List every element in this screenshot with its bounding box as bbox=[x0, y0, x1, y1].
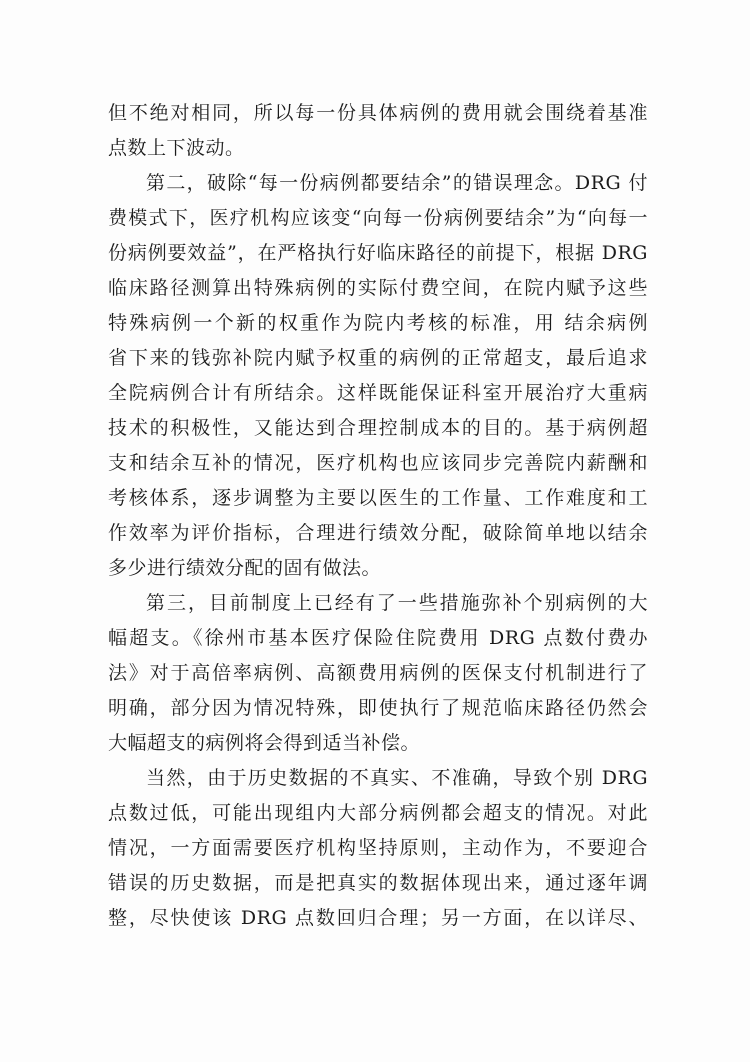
text-line: 点数过低，可能出现组内大部分病例都会超支的情况。对此 bbox=[108, 802, 648, 824]
text-line: 支和结余互补的情况，医疗机构也应该同步完善院内薪酬和 bbox=[108, 452, 648, 474]
paragraph-3 bbox=[108, 586, 648, 761]
text-line: 第三，目前制度上已经有了一些措施弥补个别病例的大 bbox=[146, 592, 648, 614]
text-line: 整，尽快使该 DRG 点数回归合理；另一方面，在以详尽、 bbox=[108, 907, 648, 929]
text-line: 错误的历史数据，而是把真实的数据体现出来，通过逐年调 bbox=[108, 872, 648, 894]
text-line: 多少进行绩效分配的固有做法。 bbox=[108, 557, 382, 579]
paragraph-2 bbox=[108, 166, 648, 586]
text-line: 情况，一方面需要医疗机构坚持原则，主动作为，不要迎合 bbox=[108, 837, 648, 859]
text-line: 第二，破除“每一份病例都要结余”的错误理念。DRG 付 bbox=[146, 172, 648, 194]
text-line: 特殊病例一个新的权重作为院内考核的标准，用 结余病例 bbox=[108, 312, 648, 334]
text-line: 法》对于高倍率病例、高额费用病例的医保支付机制进行了 bbox=[108, 662, 648, 684]
document-body bbox=[108, 96, 648, 936]
text-line: 考核体系，逐步调整为主要以医生的工作量、工作难度和工 bbox=[108, 487, 648, 509]
text-line: 技术的积极性，又能达到合理控制成本的目的。基于病例超 bbox=[108, 417, 648, 439]
text-line: 份病例要效益”，在严格执行好临床路径的前提下，根据 DRG bbox=[108, 242, 648, 264]
text-line: 大幅超支的病例将会得到适当补偿。 bbox=[108, 732, 421, 754]
text-line: 作效率为评价指标，合理进行绩效分配，破除简单地以结余 bbox=[108, 522, 648, 544]
text-line: 幅超支。《徐州市基本医疗保险住院费用 DRG 点数付费办 bbox=[108, 627, 648, 649]
text-line: 点数上下波动。 bbox=[108, 137, 245, 159]
text-line: 当然，由于历史数据的不真实、不准确，导致个别 DRG bbox=[146, 767, 648, 789]
text-line: 临床路径测算出特殊病例的实际付费空间，在院内赋予这些 bbox=[108, 277, 648, 299]
text-line: 全院病例合计有所结余。这样既能保证科室开展治疗大重病 bbox=[108, 382, 648, 404]
paragraph-4 bbox=[108, 761, 648, 936]
paragraph-1 bbox=[108, 96, 648, 166]
text-line: 明确，部分因为情况特殊，即使执行了规范临床路径仍然会 bbox=[108, 697, 648, 719]
text-line: 费模式下，医疗机构应该变“向每一份病例要结余”为“向每一 bbox=[108, 207, 648, 229]
text-line: 但不绝对相同，所以每一份具体病例的费用就会围绕着基准 bbox=[108, 102, 648, 124]
text-line: 省下来的钱弥补院内赋予权重的病例的正常超支，最后追求 bbox=[108, 347, 648, 369]
